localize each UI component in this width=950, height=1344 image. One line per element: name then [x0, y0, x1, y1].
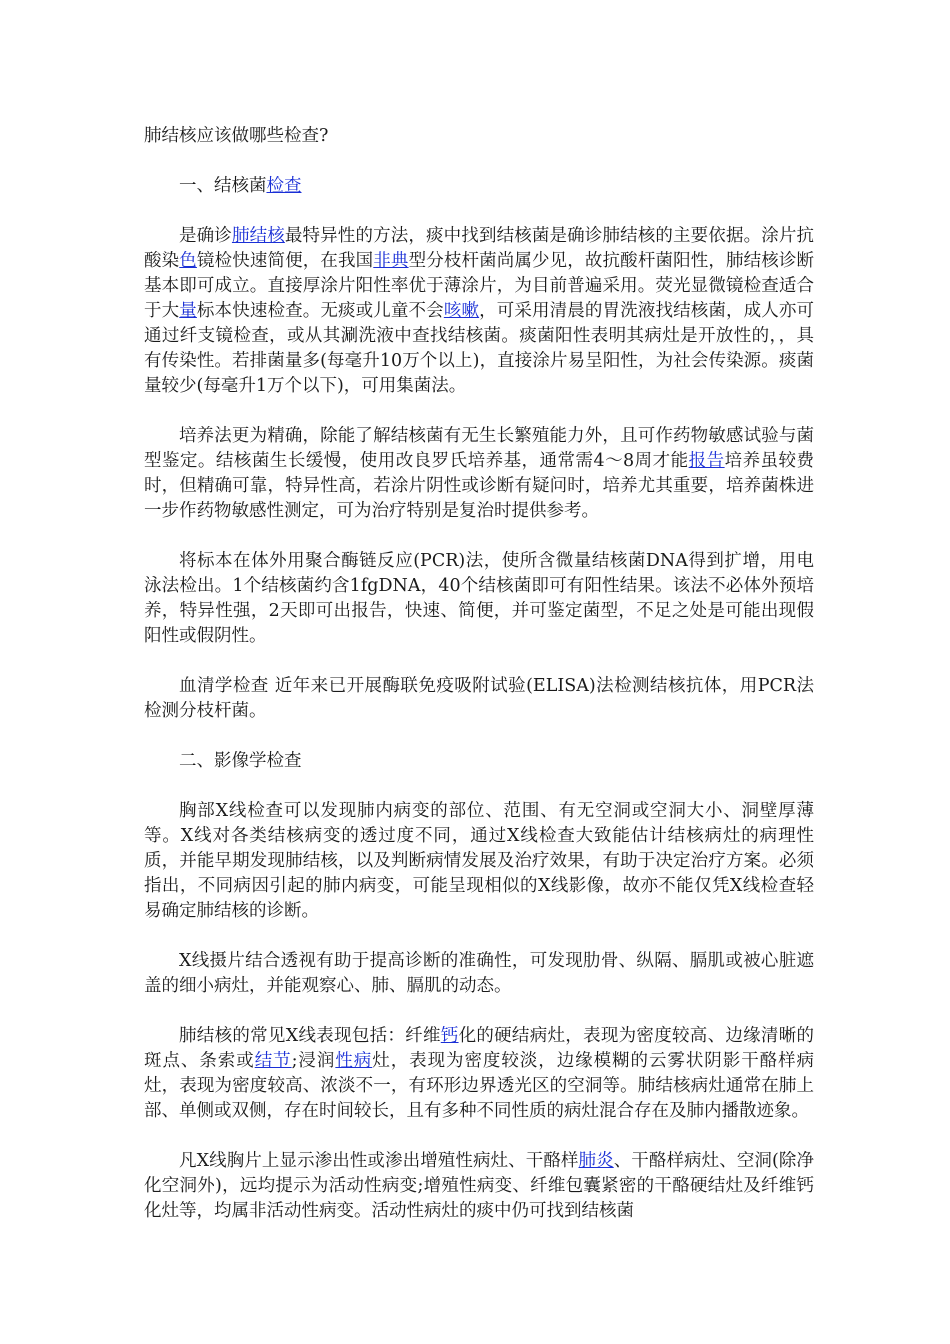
- paragraph-1: 是确诊肺结核最特异性的方法，痰中找到结核菌是确诊肺结核的主要依据。涂片抗酸染色镜检快速简便，在我国非典型分枝杆菌尚属少见，故抗酸杆菌阳性，肺结核诊断基本即可成立。直接厚涂片阳性率优于薄涂片，为目前普遍采用。荧光显微镜检查适合于大量标本快速检查。无痰或儿童不会咳嗽，可采用清晨的胃洗液找结核菌，成人亦可通过纤支镜检查，或从其涮洗液中查找结核菌。痰菌阳性表明其病灶是开放性的，，具有传染性。若排菌量多(每毫升10万个以上)，直接涂片易呈阳性，为社会传染源。痰菌量较少(每毫升1万个以下)，可用集菌法。: [144, 226, 815, 396]
- section-1-prefix: 一、结核菌: [179, 176, 267, 196]
- paragraph-2: 培养法更为精确，除能了解结核菌有无生长繁殖能力外，且可作药物敏感试验与菌型鉴定。结核菌生长缓慢，使用改良罗氏培养基，通常需4～8周才能报告培养虽较费时，但精确可靠，特异性高，若涂片阴性或诊断有疑问时，培养尤其重要，培养菌株进一步作药物敏感性测定，可为治疗特别是复治时提供参考。: [144, 426, 815, 521]
- section-heading-2: 二、影像学检查: [179, 751, 302, 771]
- page-title: 肺结核应该做哪些检查?: [144, 126, 329, 146]
- link-jiancha[interactable]: 检查: [266, 176, 302, 196]
- paragraph-6: X线摄片结合透视有助于提高诊断的准确性，可发现肋骨、纵隔、膈肌或被心脏遮盖的细小病灶，并能观察心、肺、膈肌的动态。: [144, 951, 814, 996]
- paragraph-8: 凡X线胸片上显示渗出性或渗出增殖性病灶、干酪样肺炎、干酪样病灶、空洞(除净化空洞外)，远均提示为活动性病变;增殖性病变、纤维包囊紧密的干酪硬结灶及纤维钙化灶等，均属非活动性病变。活动性病灶的痰中仍可找到结核菌: [144, 1151, 815, 1221]
- link-se[interactable]: 色: [179, 251, 197, 271]
- link-feidian[interactable]: 非典: [373, 251, 409, 271]
- paragraph-7: 肺结核的常见X线表现包括：纤维钙化的硬结病灶，表现为密度较高、边缘清晰的斑点、条索或结节;浸润性病灶，表现为密度较淡，边缘模糊的云雾状阴影干酪样病灶，表现为密度较高、浓淡不一，有环形边界透光区的空洞等。肺结核病灶通常在肺上部、单侧或双侧，存在时间较长，且有多种不同性质的病灶混合存在及肺内播散迹象。: [144, 1026, 815, 1121]
- link-liang[interactable]: 量: [179, 301, 197, 321]
- paragraph-3: 将标本在体外用聚合酶链反应(PCR)法，使所含微量结核菌DNA得到扩增，用电泳法检出。1个结核菌约含1fgDNA，40个结核菌即可有阳性结果。该法不必体外预培养，特异性强，2天即可出报告，快速、简便，并可鉴定菌型，不足之处是可能出现假阳性或假阴性。: [144, 551, 814, 646]
- link-jiejie[interactable]: 结节: [254, 1051, 292, 1071]
- link-kesou[interactable]: 咳嗽: [443, 301, 480, 321]
- paragraph-5: 胸部X线检查可以发现肺内病变的部位、范围、有无空洞或空洞大小、洞壁厚薄等。X线对各类结核病变的透过度不同，通过X线检查大致能估计结核病灶的病理性质，并能早期发现肺结核，以及判断病情发展及治疗效果，有助于决定治疗方案。必须指出，不同病因引起的肺内病变，可能呈现相似的X线影像，故亦不能仅凭X线检查轻易确定肺结核的诊断。: [144, 801, 814, 921]
- paragraph-4: 血清学检查 近年来已开展酶联免疫吸附试验(ELISA)法检测结核抗体，用PCR法检测分枝杆菌。: [144, 676, 814, 721]
- link-feijiehe[interactable]: 肺结核: [231, 226, 285, 246]
- link-baogao[interactable]: 报告: [688, 451, 725, 471]
- link-gai[interactable]: 钙: [440, 1026, 459, 1046]
- document-body: [144, 124, 814, 1249]
- section-heading-1: [144, 174, 814, 199]
- link-xingbing[interactable]: 性病: [335, 1051, 373, 1071]
- link-feiyan[interactable]: 肺炎: [578, 1151, 614, 1171]
